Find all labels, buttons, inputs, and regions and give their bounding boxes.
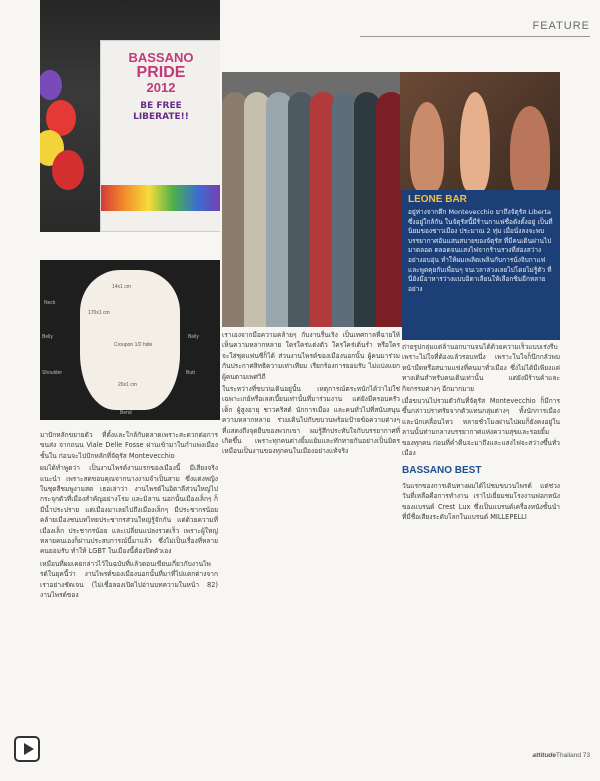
- zone-label: 170x1 cm: [88, 310, 110, 316]
- zone-label: Neck: [44, 300, 56, 306]
- balloon: [52, 150, 84, 190]
- leone-bar-photo: [400, 72, 560, 190]
- banner-slogan: BE FREE LIBERATE!!: [133, 101, 189, 122]
- paragraph: วันแรกของการเดินทางผมได้ไปชมขบวนไพรด์ แต่ช่วงวันที่เหลือคือการทำงาน เราไปเยี่ยมชมโรงงานฟอกหนังของแบรนด์ Crest Lux ซึ่งเป็นแบรนด์เครื่องหนังชั้นนำ ที่มีชื่อเสียงระดับโลกในแบรนด์ MILLEPELLI: [402, 481, 560, 522]
- hide-shape: [80, 270, 180, 410]
- paragraph: เหมือนที่ผมเคยกล่าวไว้ในฉบับที่แล้วตอนเขียนเกี่ยวกับงานไพรด์ในยุคนี้ว่า งานไพรด์ของเมืองนอกนั้นที่มาที่ไปแตกต่างจากเราอย่างชัดเจน (ไม่เชื่อลองเปิดไปอ่านบทความในหน้า 82) งานไพรด์ของ: [40, 559, 218, 600]
- play-button[interactable]: [14, 736, 40, 762]
- page-footer: [533, 752, 590, 759]
- balloon: [40, 70, 62, 100]
- person: [460, 92, 490, 190]
- pride-banner: [100, 40, 220, 232]
- paragraph: เมื่อขบวนไปรวมตัวกันที่จัตุรัส Montevecchio ก็มีการขึ้นกล่าวปราศรัยจากตัวแทนกลุ่มต่างๆ ทั้งนักการเมืองและนักเคลื่อนไหว หลายชั่วโมงผ่านไปผมก็ยังคงอยู่ในลานนั้นท่ามกลางบรรยากาศแห่งความสุขและรอยยิ้มของทุกคน ก่อนที่ค่ำคืนจะมาถึงและแสงไฟจะสว่างขึ้นทั่วเมือง: [402, 397, 560, 458]
- banner-title-1: BASSANO: [128, 50, 194, 65]
- zone-label: Butt: [186, 370, 195, 376]
- zone-label: 20x1 cm: [118, 382, 137, 388]
- section-label: FEATURE: [532, 20, 590, 32]
- banner-title-2: PRIDE: [136, 64, 186, 81]
- leone-bar-box: [402, 190, 560, 340]
- zone-label: Belly: [42, 334, 53, 340]
- leone-bar-heading: LEONE BAR: [408, 194, 467, 205]
- text-column-1: [40, 430, 218, 603]
- magazine-edition: Thailand: [556, 752, 581, 759]
- leather-roll: [376, 92, 402, 327]
- page-number: 73: [582, 752, 590, 759]
- magazine-name: attitude: [532, 752, 557, 759]
- zone-label: Croupon 1/2 hide: [114, 342, 153, 348]
- bassano-best-heading: BASSANO BEST: [402, 465, 482, 477]
- hide-diagram: [40, 260, 220, 420]
- banner-title-3: 2012: [146, 80, 176, 95]
- leone-bar-text: อยู่ห่างจากตึก Montevecchio มาถึงจัตุรัส Liberta ซึ่งอยู่ใกล้กัน ในจัตุรัสนี้มีร้านกาแฟชื่อดังตั้งอยู่ เป็นที่นิยมของชาวเมือง ประมาณ 2 ทุ่ม เมื่อนั่งลงจะพบบรรยากาศอันแสนสบายของจัตุรัส ที่มีคนเดินผ่านไปมาตลอด ตลอดจนแสงไฟจากร้านรวงที่ส่องสว่างอย่างอบอุ่น ทำให้ผมเพลิดเพลินกับการนั่งจิบกาแฟและพูดคุยกับเพื่อนๆ จนเวลาล่วงเลยไปโดยไม่รู้ตัว ที่นี่ยังมีอาหารว่างแบบอิตาเลียนให้เลือกชิมอีกหลายอย่าง: [408, 208, 553, 293]
- pride-photo: [40, 0, 220, 232]
- text-column-2: [222, 330, 400, 459]
- paragraph: ถ่ายรูปกลุ่มแต่ล้านอกบานจนได้ด้วยความเร็วแบบเร่งรีบ เพราะไม่ใจที่ต้องแล้วรอบหนึ่ง เพราะในใจก็นึกกลัวพบหน้ามืดหรือสนามแข่งที่คนมาทั่วเมือง ซึ่งไม่ได้มีเพียงแค่ทางเดินสำหรับคนเดินเท่านั้น แต่ยังมีร้านค้าและกิจกรรมต่างๆ อีกมากมาย: [402, 343, 560, 393]
- zone-label: Bend: [120, 410, 132, 416]
- paragraph: ผมได้ทำพูดว่า เป็นงานไพรด์งานแรกของเมืองนี้ มีเสียงจริงแนะนำ เพราะสดขอบคุณจากนางงามจำเป็นสาม ซึ่งแต่งหญิงในชุดสีชมพูงามสด เธอเล่าว่า งานไพรด์ในอิตาลีส่วนใหญ่ไปกระจุกตัวที่เมืองสำคัญอย่างโรม และมิลาน นอกนั้นเมืองเล็กๆ ก็มีน้ำประปราย แต่เมืองมาเลยไปถึงเมืองเล็กๆ มีประชากรน้อย คล้ายเมืองชนบทไทยประชากรส่วนใหญ่รู้จักกัน แต่ด้วยความที่เมืองเล็ก ประชากรน้อย และเปลี่ยนแปลงรวดเร็ว เพราะผู้ใหญ่หลายคนเองก็ผ่านประสบการณ์นี้มาแล้ว ซึ่งไม่เป็นเรื่องที่หลายคนยอมรับ ทำให้ LGBT ในเมืองนี้ต้องปิดตัวเอง: [40, 464, 218, 556]
- leather-rolls-photo: [222, 72, 402, 327]
- rainbow-stripe: [101, 185, 220, 211]
- zone-label: Shoulder: [42, 370, 63, 376]
- zone-label: Belly: [188, 334, 199, 340]
- text-column-3: [402, 342, 560, 525]
- header-rule: [360, 36, 590, 37]
- person: [410, 102, 444, 190]
- person: [510, 106, 550, 190]
- paragraph: ในระหว่างที่ขบวนเดินอยู่นั้น เหตุการณ์ตระหนักได้ว่าไม่ใช่เฉพาะเกย์หรือเลสเบี้ยนเท่านั้นที่มาร่วมงาน แต่ยังมีครอบครัว เด็ก ผู้สูงอายุ ชาวคริสต์ นักการเมือง และคนทั่วไปที่สนับสนุนความหลากหลาย ร่วมเดินไปกับขบวนพร้อมป้ายข้อความต่างๆ ที่แสดงถึงจุดยืนของพวกเขา ผมรู้สึกประทับใจกับบรรยากาศที่เกิดขึ้น เพราะทุกคนต่างยิ้มแย้มและทักทายกันอย่างเป็นมิตร เหมือนเป็นงานของทุกคนในเมืองอย่างแท้จริง: [222, 385, 400, 456]
- zone-label: 14x1 cm: [112, 284, 131, 290]
- paragraph: มาปักหลักขยายตัว ที่ตั้งและใกล้กับตลาดเพราะสะดวกต่อการขนส่ง จากถนน Viale Delle Fosse ผ่านเข้ามาในกำแพงเมืองชั้นใน ก่อนจะไปปักหลักที่จัตุรัส Montevecchio: [40, 431, 218, 460]
- paragraph: เราเองจากมือความคล้ายๆ กับงานรื่นเริง เป็นเทศกาลที่ฉายให้เห็นความหลากหลาย ใครใคร่แต่งตัว ใครใคร่เต้นรำ หรือใครจะใส่ชุดแฟนซีก็ได้ ส่วนงานไพรด์ของเมืองนอกนั้น ผู้คนมาร่วมกันประกาศสิทธิความเท่าเทียม เรียกร้องการยอมรับ ไม่แบ่งแยกผู้คนตามเพศวิถี: [222, 331, 400, 381]
